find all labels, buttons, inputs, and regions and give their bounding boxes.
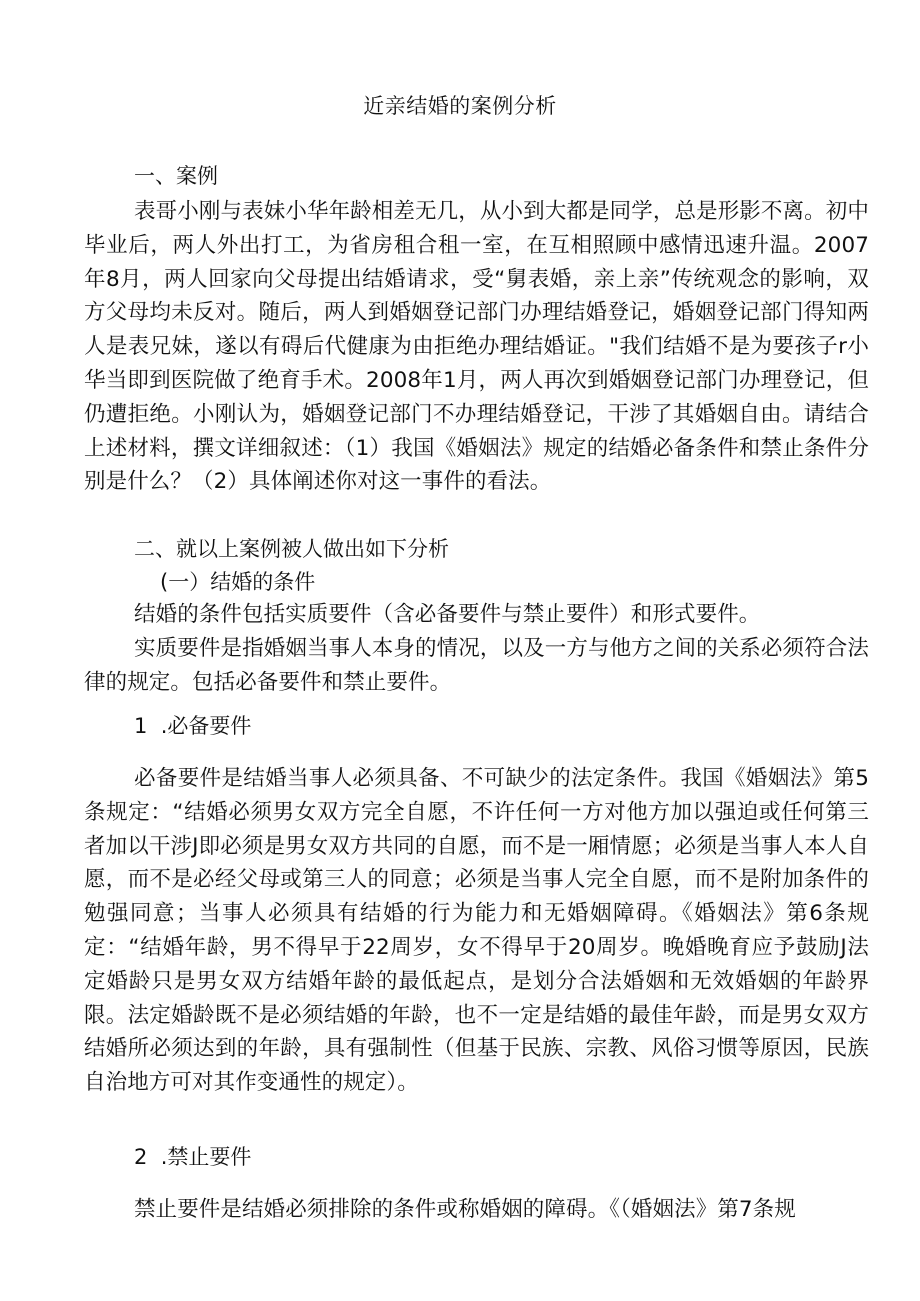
conditions-paragraph: 结婚的条件包括实质要件（含必备要件与禁止要件）和形式要件。 — [134, 602, 761, 627]
document-title: 近亲结婚的案例分析 — [363, 94, 557, 118]
case-paragraph: 表哥小刚与表妹小华年龄相差无几，从小到大都是同学，总是形影不离。初中毕业后，两人外出打工，为省房租合租一室，在互相照顾中感情迅速升温。2007年8月，两人回家向父母提出结婚请求，受“舅表婚，亲上亲”传统观念的影响，双方父母均未反对。随后，两人到婚姻登记部门办理结婚登记，婚姻登记部门得知两人是表兄妹，遂以有碍后代健康为由拒绝办理结婚证。"我们结婚不是为要孩子r小华当即到医院做了绝育手术。2008年1月，两人再次到婚姻登记部门办理登记，但仍遭拒绝。小刚认为，婚姻登记部门不办理结婚登记，干涉了其婚姻自由。请结合上述材料，撰文详细叙述：（1）我国《婚姻法》规定的结婚必备条件和禁止条件分别是什么？（2）具体阐述你对这一事件的看法。 — [84, 199, 869, 495]
item-heading-prohibited-elements: 2 .禁止要件 — [134, 1145, 252, 1169]
required-elements-paragraph: 必备要件是结婚当事人必须具备、不可缺少的法定条件。我国《婚姻法》第5条规定：“结婚必须男女双方完全自愿，不许任何一方对他方加以强迫或任何第三者加以干涉J即必须是男女双方共同的自愿，而不是一厢情愿；必须是当事人本人自愿，而不是必经父母或第三人的同意；必须是当事人完全自愿，而不是附加条件的勉强同意；当事人必须具有结婚的行为能力和无婚姻障碍。《婚姻法》第6条规定：“结婚年龄，男不得早于22周岁，女不得早于20周岁。晚婚晚育应予鼓励J法定婚龄只是男女双方结婚年龄的最低起点，是划分合法婚姻和无效婚姻的年龄界限。法定婚龄既不是必须结婚的年龄，也不一定是结婚的最佳年龄，而是男女双方结婚所必须达到的年龄，具有强制性（但基于民族、宗教、风俗习惯等原因，民族自治地方可对其作变通性的规定）。 — [84, 766, 869, 1096]
subsection-heading-conditions: (一）结婚的条件 — [160, 570, 316, 594]
prohibited-elements-paragraph: 禁止要件是结婚必须排除的条件或称婚姻的障碍。《（婚姻法》第7条规 — [134, 1197, 796, 1222]
item-heading-required-elements: 1 .必备要件 — [134, 714, 252, 738]
substantive-requirements-paragraph: 实质要件是指婚姻当事人本身的情况，以及一方与他方之间的关系必须符合法律的规定。包括必备要件和禁止要件。 — [84, 636, 869, 695]
section-heading-case: 一、案例 — [134, 164, 218, 188]
section-heading-analysis: 二、就以上案例被人做出如下分析 — [134, 537, 449, 561]
